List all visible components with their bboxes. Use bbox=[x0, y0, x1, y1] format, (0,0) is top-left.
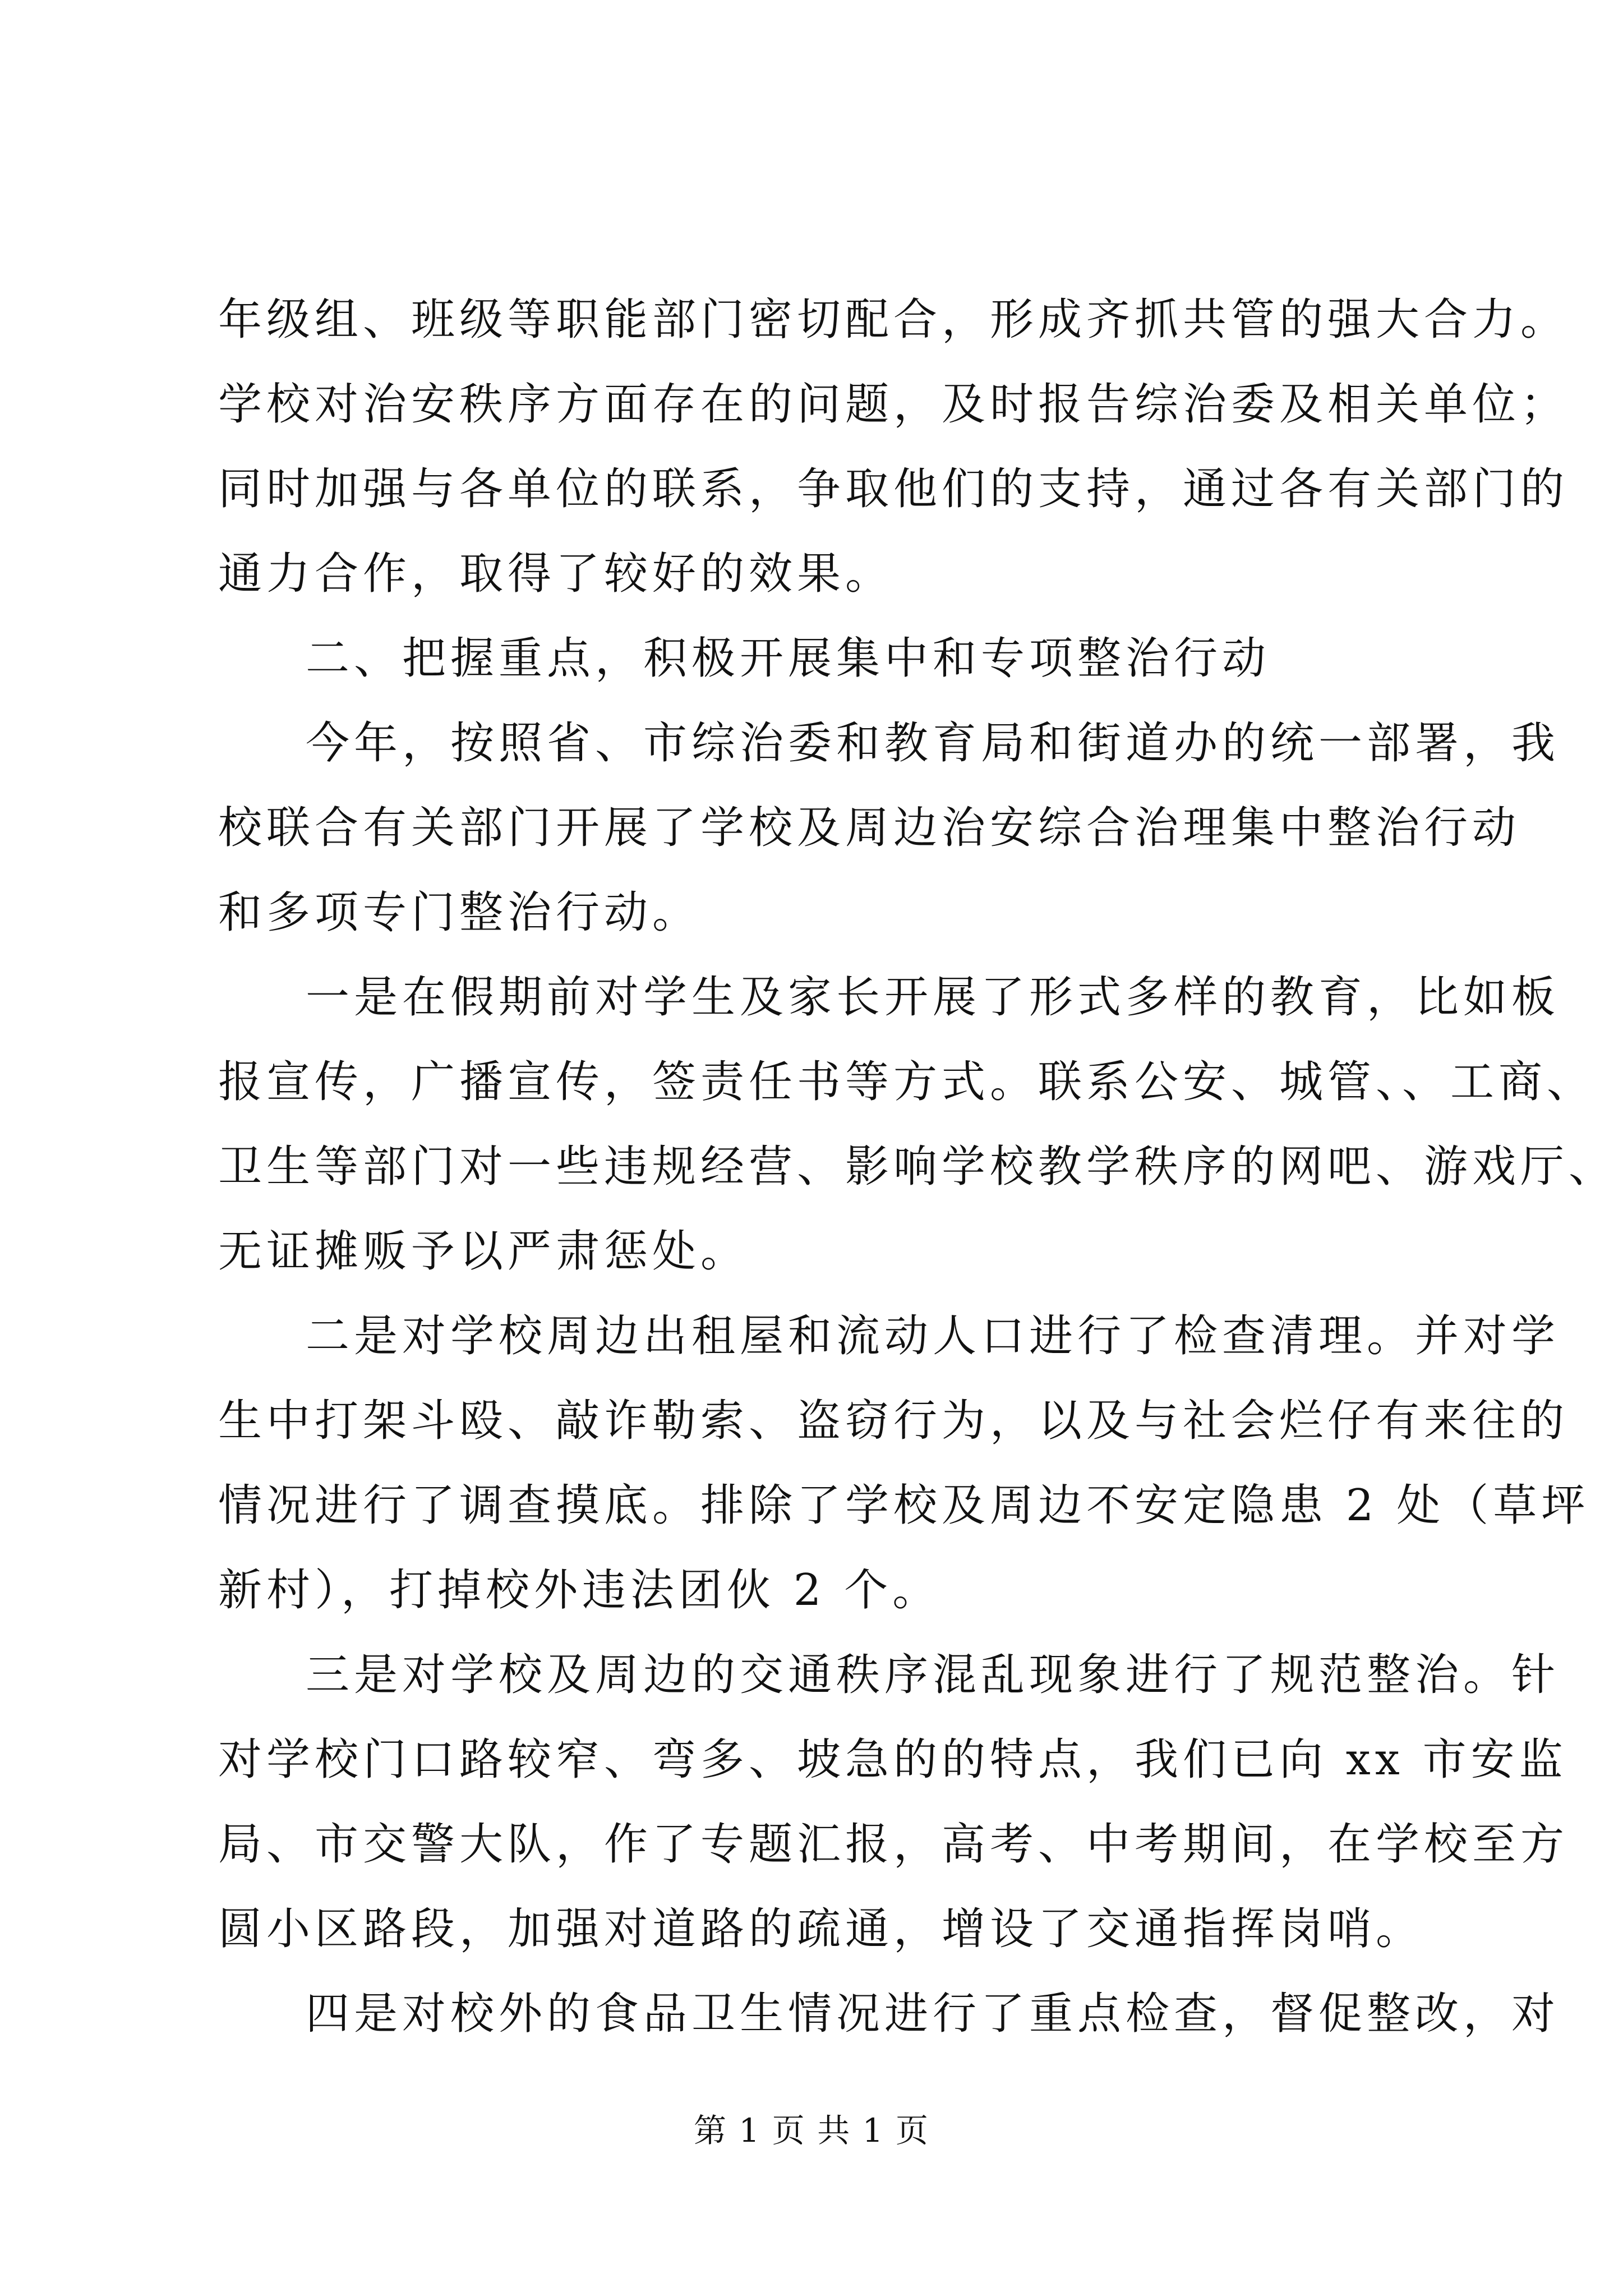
body-line: 校联合有关部门开展了学校及周边治安综合治理集中整治行动 bbox=[218, 803, 1521, 853]
body-line: 新村），打掉校外违法团伙 2 个。 bbox=[218, 1565, 941, 1616]
paragraph-first-line: 四是对校外的食品卫生情况进行了重点检查，督促整改，对 bbox=[306, 1989, 1560, 2039]
page-number-footer: 第 1 页 共 1 页 bbox=[694, 2111, 929, 2150]
body-line: 和多项专门整治行动。 bbox=[218, 887, 701, 938]
body-line: 报宣传，广播宣传，签责任书等方式。联系公安、城管、、工商、 bbox=[218, 1057, 1596, 1107]
paragraph-first-line: 三是对学校及周边的交通秩序混乱现象进行了规范整治。针 bbox=[306, 1650, 1560, 1700]
body-line: 卫生等部门对一些违规经营、影响学校教学秩序的网吧、游戏厅、 bbox=[218, 1142, 1617, 1192]
body-line: 局、市交警大队，作了专题汇报，高考、中考期间，在学校至方 bbox=[218, 1819, 1569, 1870]
section-heading: 二、把握重点，积极开展集中和专项整治行动 bbox=[306, 633, 1271, 684]
body-line: 对学校门口路较窄、弯多、坡急的的特点，我们已向 xx 市安监 bbox=[218, 1734, 1567, 1785]
body-line: 学校对治安秩序方面存在的问题，及时报告综治委及相关单位； bbox=[218, 379, 1569, 430]
paragraph-first-line: 二是对学校周边出租屋和流动人口进行了检查清理。并对学 bbox=[306, 1311, 1560, 1361]
paragraph-first-line: 一是在假期前对学生及家长开展了形式多样的教育，比如板 bbox=[306, 972, 1560, 1023]
body-line: 通力合作，取得了较好的效果。 bbox=[218, 549, 894, 599]
body-line: 生中打架斗殴、敲诈勒索、盗窃行为，以及与社会烂仔有来往的 bbox=[218, 1396, 1569, 1446]
body-line: 同时加强与各单位的联系，争取他们的支持，通过各有关部门的 bbox=[218, 464, 1569, 514]
body-line: 无证摊贩予以严肃惩处。 bbox=[218, 1226, 749, 1277]
body-line: 年级组、班级等职能部门密切配合，形成齐抓共管的强大合力。 bbox=[218, 295, 1569, 345]
body-line: 情况进行了调查摸底。排除了学校及周边不安定隐患 2 处（草坪 bbox=[218, 1480, 1590, 1531]
body-line: 圆小区路段，加强对道路的疏通，增设了交通指挥岗哨。 bbox=[218, 1904, 1424, 1954]
paragraph-first-line: 今年，按照省、市综治委和教育局和街道办的统一部署，我 bbox=[306, 718, 1560, 769]
